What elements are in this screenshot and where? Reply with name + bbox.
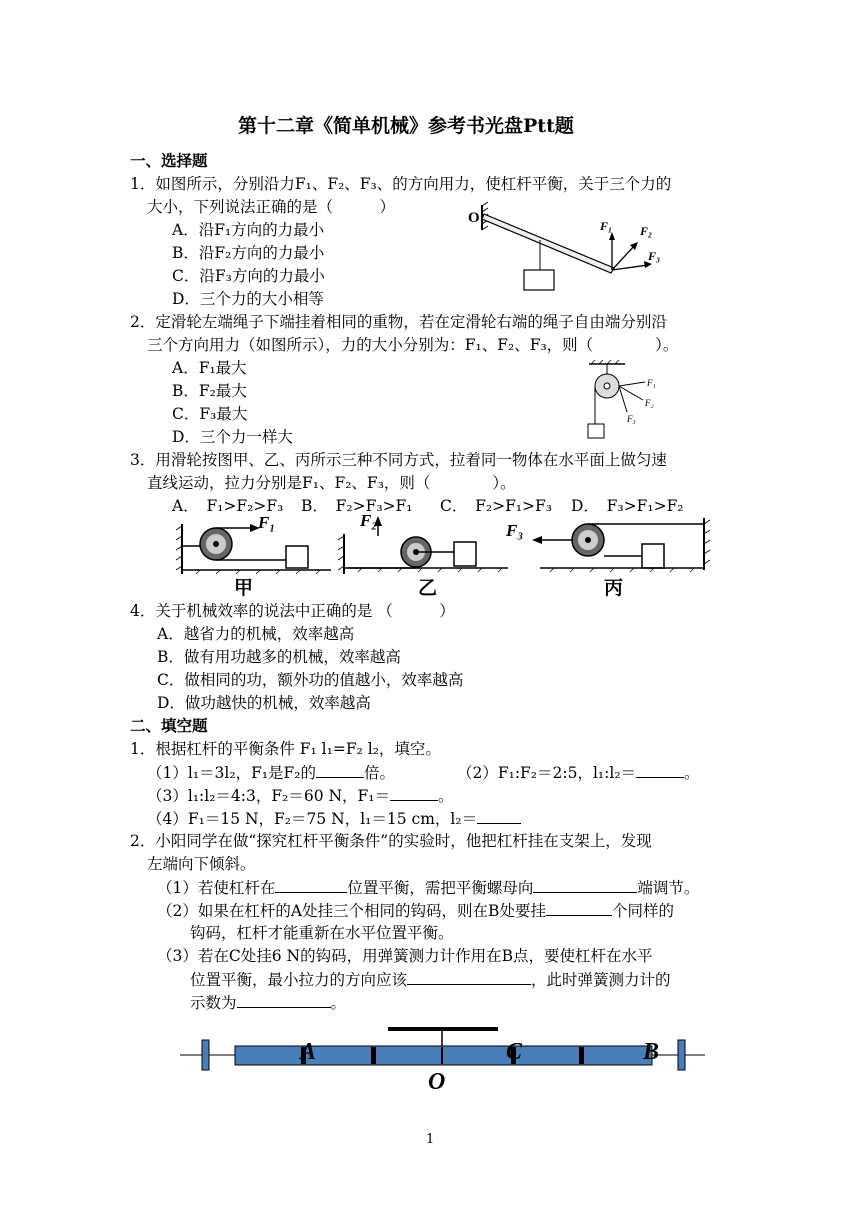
f1-sub4-text: （4）F₁＝15 N，F₂＝75 N，l₁＝15 cm，l₂＝	[147, 810, 478, 828]
f2-blank-1[interactable]	[275, 877, 347, 893]
f2-sub3-end: 。	[330, 994, 347, 1012]
lever-bar	[235, 1046, 652, 1065]
lever-point-a: A	[300, 1039, 317, 1065]
f2-blank-2[interactable]	[533, 877, 637, 893]
q4-option-a: A．越省力的机械，效率越高	[157, 625, 355, 643]
q2-option-c: C．F₃最大	[172, 405, 248, 423]
f1-blank-4[interactable]	[477, 808, 521, 824]
q4-option-b: B．做有用功越多的机械，效率越高	[157, 648, 401, 666]
q3-option-d: D． F₃>F₁>F₂	[571, 497, 684, 515]
f1-sub1-tail: 倍。	[364, 764, 396, 782]
q3-jia-f1-label: F₁	[258, 513, 276, 532]
f1-sub3	[147, 785, 454, 806]
f2-text-line2: 左端向下倾斜。	[147, 855, 256, 873]
f2-sub3-line2	[190, 969, 671, 990]
q3-figure-jia	[176, 514, 336, 600]
f1-sub2-tail: 。	[684, 764, 700, 782]
f2-blank-3[interactable]	[546, 900, 612, 916]
q4-option-c: C．做相同的功，额外功的值越小，效率越高	[157, 671, 464, 689]
f1-blank-2[interactable]	[636, 762, 684, 778]
f2-sub1-text: （1）若使杠杆在	[157, 879, 276, 897]
q4-option-d: D．做功越快的机械，效率越高	[157, 694, 371, 712]
f1-sub3-text: （3）l₁:l₂＝4:3，F₂＝60 N，F₁＝	[147, 787, 391, 805]
q2-pulley-figure	[585, 360, 675, 442]
lever-point-b: B	[643, 1039, 660, 1065]
q1-option-d: D．三个力的大小相等	[172, 290, 324, 308]
q3-yi-label: 乙	[418, 577, 438, 599]
f2-sub3-text: 位置平衡，最小拉力的方向应该	[190, 971, 408, 989]
f2-sub3-line3	[190, 992, 346, 1013]
q2-f3-label: F₃	[627, 414, 636, 424]
q3-bing-label: 丙	[604, 577, 624, 599]
f1-blank-3[interactable]	[390, 785, 438, 801]
q2-f1-label: F₁	[647, 378, 656, 388]
f2-sub3: （3）若在C处挂6 N的钩码，用弹簧测力计作用在B点，要使杠杆在水平	[157, 947, 653, 965]
q1-option-c: C．沿F₃方向的力最小	[172, 267, 325, 285]
q3-option-b: B． F₂>F₃>F₁	[301, 497, 413, 515]
f1-blank-1[interactable]	[316, 762, 364, 778]
q3-yi-f2-label: F₂	[360, 511, 378, 530]
q1-text-line2: 大小，下列说法正确的是（ ）	[147, 198, 396, 216]
f1-sub3-tail: 。	[438, 787, 454, 805]
f2-sub1	[157, 877, 699, 898]
q1-lever-figure	[460, 200, 690, 295]
f2-sub2-line2: 钩码，杠杆才能重新在水平位置平衡。	[190, 924, 454, 942]
f2-sub3-tail-text: 示数为	[190, 994, 237, 1012]
f1-sub1	[147, 762, 395, 783]
q1-f3-label: F₃	[648, 249, 661, 263]
q3-figure-yi	[338, 511, 513, 600]
q3-text-line2: 直线运动，拉力分别是F₁、F₂、F₃，则（ ）。	[147, 474, 516, 492]
q2-option-d: D．三个力一样大	[172, 428, 293, 446]
f1-sub2-text: （2）F₁:F₂＝2:5，l₁:l₂＝	[457, 764, 637, 782]
q3-option-c: C． F₂>F₁>F₃	[440, 497, 552, 515]
q1-pivot-label: O	[468, 210, 480, 226]
q3-figure-bing	[506, 514, 710, 600]
lever-pivot-o: O	[428, 1069, 446, 1095]
f2-blank-5[interactable]	[237, 992, 331, 1008]
q1-f1-label: F₁	[600, 219, 613, 233]
q1-f2-label: F₂	[640, 224, 653, 238]
q2-text-line1: 2．定滑轮左端绳子下端挂着相同的重物，若在定滑轮右端的绳子自由端分别沿	[130, 313, 667, 331]
q2-text-line2: 三个方向用力（如图所示），力的大小分别为：F₁、F₂、F₃，则（ ）。	[147, 336, 679, 354]
f2-sub2	[157, 900, 674, 921]
q3-text-line1: 3．用滑轮按图甲、乙、丙所示三种不同方式，拉着同一物体在水平面上做匀速	[130, 451, 667, 469]
q2-option-a: A．F₁最大	[172, 359, 247, 377]
section-heading-choice: 一、选择题	[130, 151, 208, 170]
section-heading-fill: 二、填空题	[130, 716, 208, 735]
page-title: 第十二章《简单机械》参考书光盘Ptt题	[238, 115, 574, 137]
f1-text-line1: 1．根据杠杆的平衡条件 F₁ l₁=F₂ l₂，填空。	[130, 740, 441, 758]
f1-sub2	[457, 762, 700, 783]
q1-option-a: A．沿F₁方向的力最小	[172, 221, 325, 239]
lever-point-c: C	[506, 1039, 523, 1065]
f2-sub3-mid: ，此时弹簧测力计的	[531, 971, 671, 989]
f2-sub1-mid: 位置平衡，需把平衡螺母向	[347, 879, 534, 897]
f2-sub2-text: （2）如果在杠杆的A处挂三个相同的钩码，则在B处要挂	[157, 902, 546, 920]
q3-option-a: A． F₁>F₂>F₃	[172, 497, 284, 515]
q3-bing-f3-label: F₃	[506, 521, 524, 540]
f2-blank-4[interactable]	[407, 969, 531, 985]
right-balance-nut[interactable]	[678, 1040, 685, 1070]
left-balance-nut[interactable]	[202, 1040, 209, 1070]
q2-option-b: B．F₂最大	[172, 382, 247, 400]
f2-sub1-tail: 端调节。	[637, 879, 700, 897]
f1-sub1-text: （1）l₁＝3l₂，F₁是F₂的	[147, 764, 317, 782]
q1-option-b: B．沿F₂方向的力最小	[172, 244, 325, 262]
q4-text-line1: 4．关于机械效率的说法中正确的是 （ ）	[130, 602, 455, 620]
f2-sub2-tail: 个同样的	[611, 902, 674, 920]
f2-text-line1: 2．小阳同学在做“探究杠杆平衡条件”的实验时，他把杠杆挂在支架上，发现	[130, 832, 652, 850]
q1-text-line1: 1．如图所示，分别沿力F₁、F₂、F₃、的方向用力，使杠杆平衡，关于三个力的	[130, 175, 672, 193]
page-number: 1	[426, 1132, 435, 1147]
q3-jia-label: 甲	[234, 577, 254, 599]
f1-sub4	[147, 808, 521, 829]
q2-f2-label: F₂	[645, 398, 654, 408]
lever-bar-figure	[180, 1025, 710, 1095]
